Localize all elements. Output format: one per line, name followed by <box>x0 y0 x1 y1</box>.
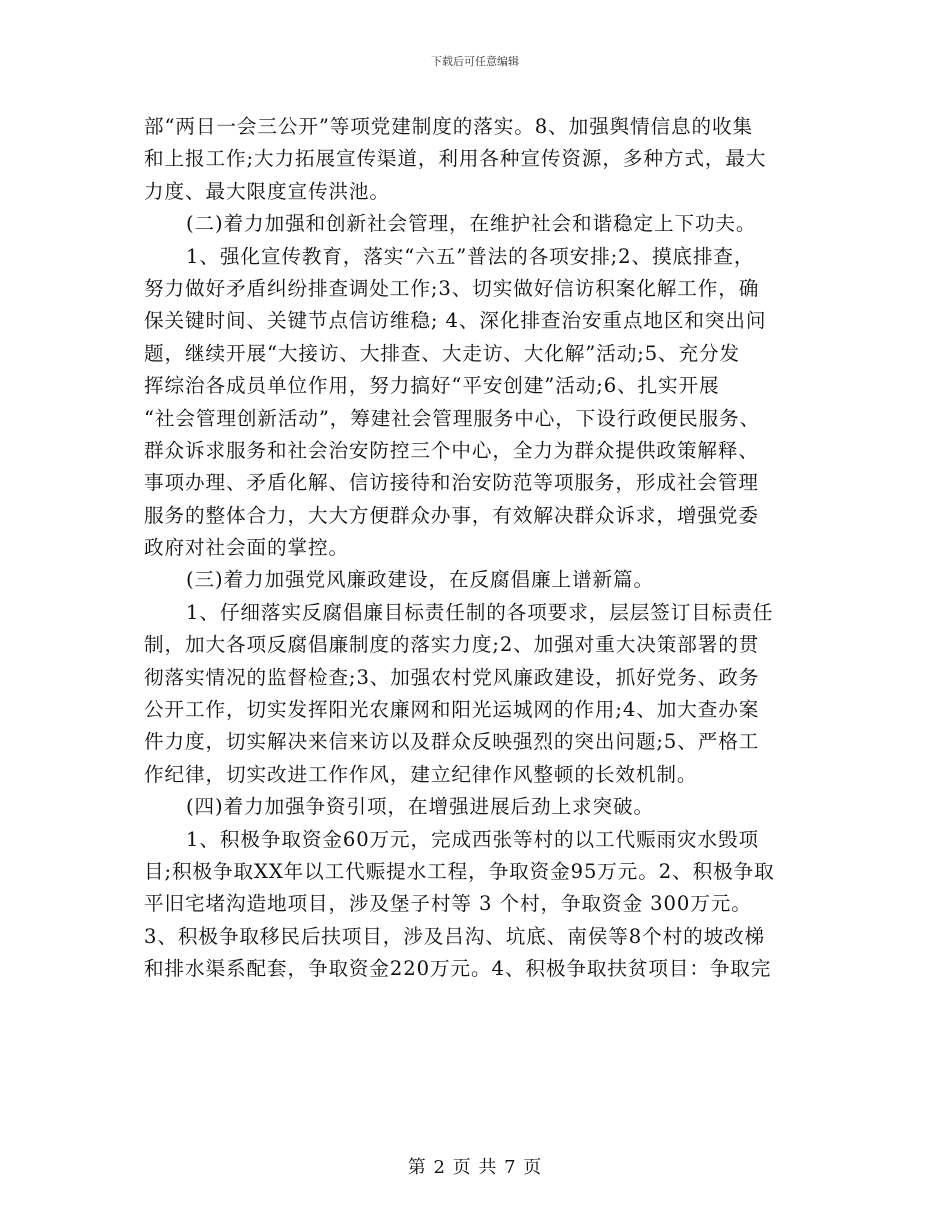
section-heading: (三)着力加强党风廉政建设，在反腐倡廉上谱新篇。 <box>186 568 654 592</box>
text-line: 彻落实情况的监督检查;3、加强农村党风廉政建设，抓好党务、政务 <box>144 665 760 689</box>
text-line: 平旧宅堵沟造地项目，涉及堡子村等 3 个村，争取资金 300万元。 <box>144 892 752 916</box>
text-line: 和排水渠系配套，争取资金220万元。4、积极争取扶贫项目：争取完 <box>144 957 772 981</box>
text-line: 件力度，切实解决来信来访以及群众反映强烈的突出问题;5、严格工 <box>144 730 760 754</box>
section-heading: (二)着力加强和创新社会管理，在维护社会和谐稳定上下功夫。 <box>186 212 757 236</box>
page-number-footer: 第 2 页 共 7 页 <box>407 1157 543 1178</box>
text-line: 政府对社会面的掌控。 <box>144 536 349 560</box>
text-line: 题，继续开展“大接访、大排查、大走访、大化解”活动;5、充分发 <box>144 341 741 365</box>
paragraph-start-line: 1、强化宣传教育，落实“六五”普法的各项安排;2、摸底排查， <box>186 244 755 268</box>
text-line: 保关键时间、关键节点信访维稳; 4、深化排查治安重点地区和突出问 <box>144 309 767 333</box>
text-line: 挥综治各成员单位作用，努力搞好“平安创建”活动;6、扎实开展 <box>144 374 720 398</box>
text-line: 努力做好矛盾纠纷排查调处工作;3、切实做好信访积案化解工作，确 <box>144 276 760 300</box>
document-body <box>144 111 804 986</box>
text-line: 制，加大各项反腐倡廉制度的落实力度;2、加强对重大决策部署的贯 <box>144 633 760 657</box>
text-line: 作纪律，切实改进工作作风，建立纪律作风整顿的长效机制。 <box>144 762 698 786</box>
text-line: 公开工作，切实发挥阳光农廉网和阳光运城网的作用;4、加大查办案 <box>144 698 760 722</box>
text-line: 群众诉求服务和社会治安防控三个中心，全力为群众提供政策解释、 <box>144 438 759 462</box>
text-line: 力度、最大限度宣传洪池。 <box>144 179 390 203</box>
text-line: 目;积极争取XX年以工代赈提水工程，争取资金95万元。2、积极争取 <box>144 859 775 883</box>
section-heading: (四)着力加强争资引项，在增强进展后劲上求突破。 <box>186 795 654 819</box>
page-header-note: 下载后可任意编辑 <box>431 55 519 68</box>
text-line: 事项办理、矛盾化解、信访接待和治安防范等项服务，形成社会管理 <box>144 471 759 495</box>
paragraph-start-line: 1、仔细落实反腐倡廉目标责任制的各项要求，层层签订目标责任 <box>186 600 774 624</box>
text-line: 3、积极争取移民后扶项目，涉及吕沟、坑底、南侯等8个村的坡改梯 <box>144 924 766 948</box>
text-line: 服务的整体合力，大大方便群众办事，有效解决群众诉求，增强党委 <box>144 503 759 527</box>
text-line: “社会管理创新活动”，筹建社会管理服务中心，下设行政便民服务、 <box>144 406 761 430</box>
text-line: 和上报工作;大力拓展宣传渠道，利用各种宣传资源，多种方式，最大 <box>144 147 767 171</box>
paragraph-start-line: 1、积极争取资金60万元，完成西张等村的以工代赈雨灾水毁项 <box>186 827 759 851</box>
text-line: 部“两日一会三公开”等项党建制度的落实。8、加强舆情信息的收集 <box>144 115 754 138</box>
